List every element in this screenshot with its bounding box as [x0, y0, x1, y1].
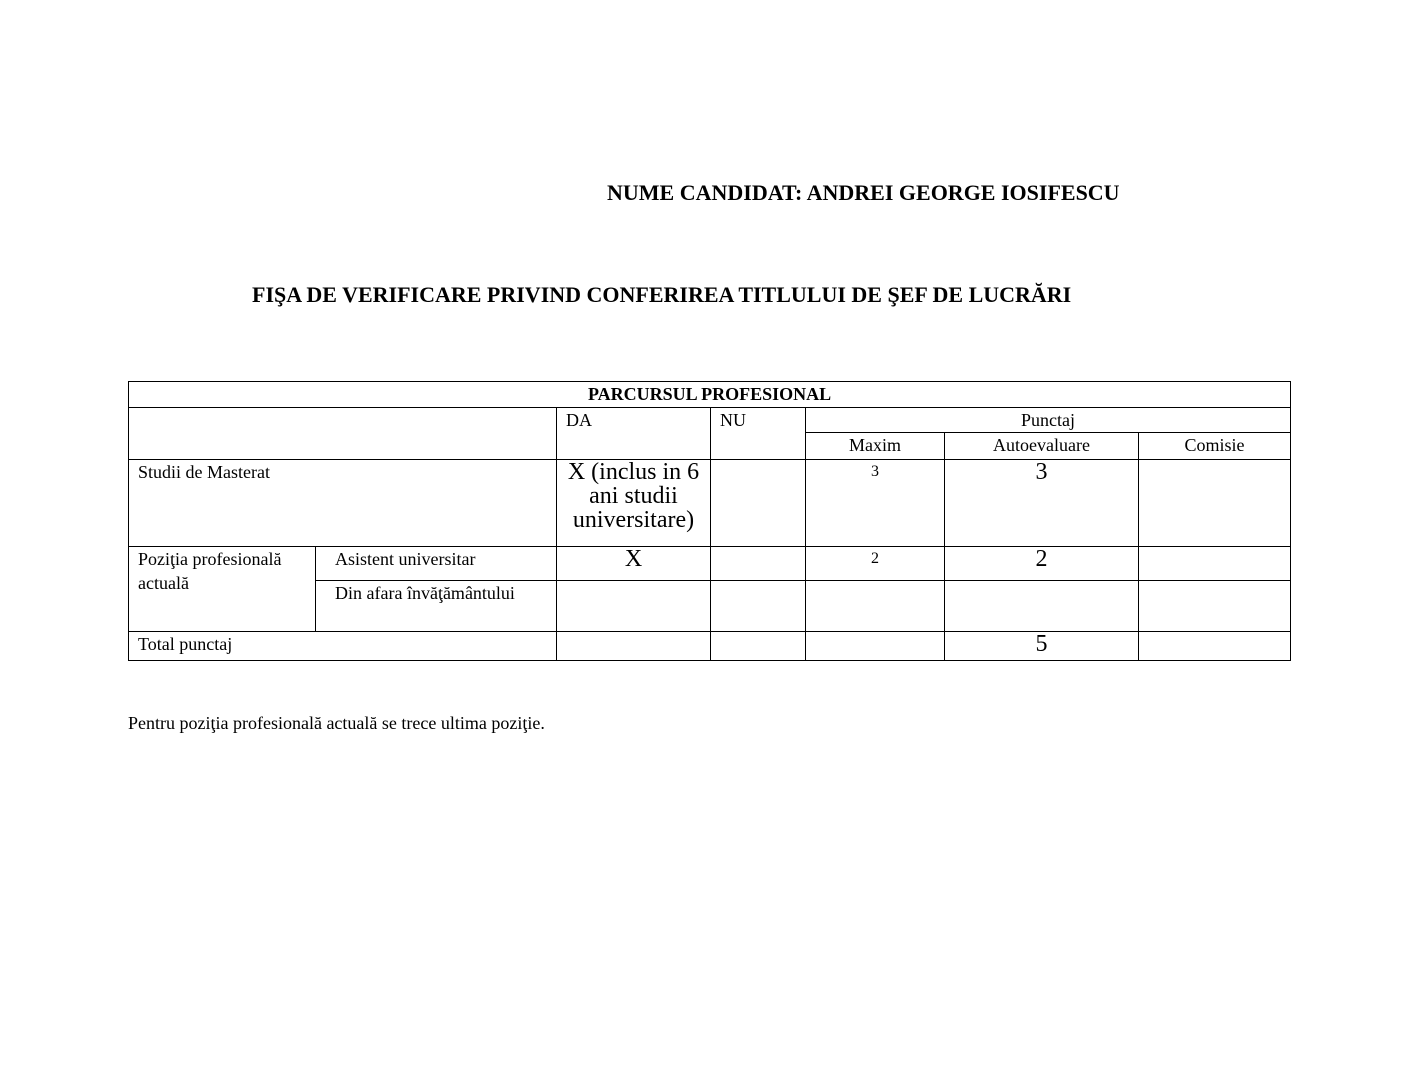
table-row	[129, 408, 1291, 433]
col-header-comisie: Comisie	[1139, 433, 1291, 460]
masterat-da: X (inclus in 6 ani studii universitare)	[557, 460, 711, 547]
section-title: PARCURSUL PROFESIONAL	[129, 382, 1291, 408]
asistent-comisie	[1139, 547, 1291, 581]
asistent-maxim: 2	[806, 547, 945, 581]
table-row	[129, 382, 1291, 408]
col-header-nu: NU	[711, 408, 806, 460]
din-afara-maxim	[806, 581, 945, 632]
col-header-maxim: Maxim	[806, 433, 945, 460]
col-header-punctaj: Punctaj	[806, 408, 1291, 433]
masterat-autoevaluare: 3	[945, 460, 1139, 547]
header-empty-cell	[129, 408, 557, 460]
asistent-da: X	[557, 547, 711, 581]
din-afara-da	[557, 581, 711, 632]
total-autoevaluare: 5	[945, 632, 1139, 661]
table-row	[129, 632, 1291, 661]
din-afara-comisie	[1139, 581, 1291, 632]
candidate-name: NUME CANDIDAT: ANDREI GEORGE IOSIFESCU	[607, 180, 1120, 205]
asistent-autoevaluare: 2	[945, 547, 1139, 581]
din-afara-nu	[711, 581, 806, 632]
total-nu	[711, 632, 806, 661]
total-maxim	[806, 632, 945, 661]
masterat-comisie	[1139, 460, 1291, 547]
masterat-maxim: 3	[806, 460, 945, 547]
table-row	[129, 460, 1291, 547]
masterat-nu	[711, 460, 806, 547]
col-header-autoevaluare: Autoevaluare	[945, 433, 1139, 460]
document-title: FIŞA DE VERIFICARE PRIVIND CONFERIREA TITLULUI DE ŞEF DE LUCRĂRI	[252, 282, 1072, 307]
masterat-label: Studii de Masterat	[129, 460, 557, 547]
asistent-nu	[711, 547, 806, 581]
table-row	[129, 547, 1291, 581]
din-afara-autoevaluare	[945, 581, 1139, 632]
col-header-da: DA	[557, 408, 711, 460]
total-label: Total punctaj	[129, 632, 557, 661]
evaluation-table	[128, 381, 1291, 661]
asistent-label: Asistent universitar	[316, 547, 557, 581]
footnote: Pentru poziţia profesională actuală se trece ultima poziţie.	[128, 713, 545, 733]
total-comisie	[1139, 632, 1291, 661]
total-da	[557, 632, 711, 661]
din-afara-label: Din afara învăţământului	[316, 581, 557, 632]
pozitia-label: Poziţia profesională actuală	[129, 547, 316, 632]
